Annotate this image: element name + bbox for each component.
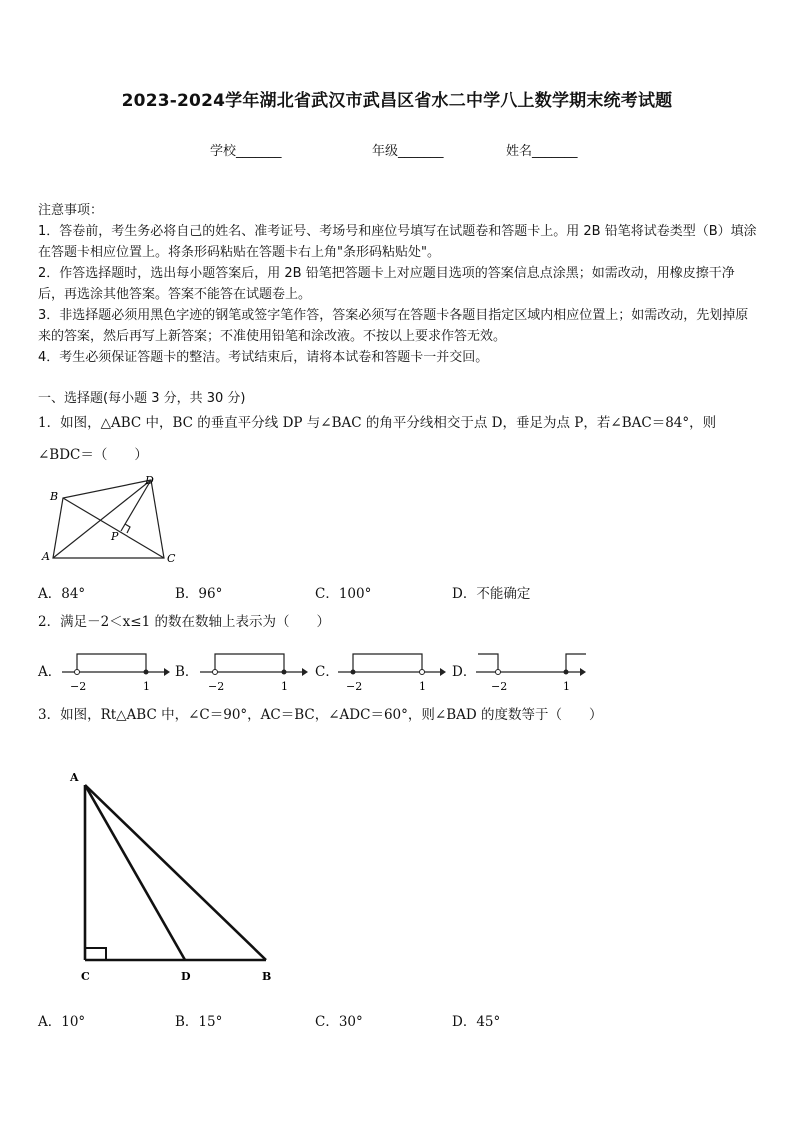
fig1-label-p: P: [111, 530, 119, 543]
q2-number-line-a: [60, 650, 170, 695]
q2-number-line-b: [198, 650, 308, 695]
notice-item-2: 2．作答选择题时，选出每小题答案后，用 2B 铅笔把答题卡上对应题目选项的答案信息点涂黑；如需改动，用橡皮擦干净后，再选涂其他答案。答案不能答在试题卷上。: [38, 266, 735, 302]
question-2-text: 2．满足－2＜x≤1 的数在数轴上表示为（ ）: [38, 614, 330, 630]
school-field: 学校_______: [210, 144, 282, 159]
fig1-label-b: B: [50, 490, 59, 503]
fig1-label-c: C: [167, 552, 176, 565]
q3-option-d: D．45°: [452, 1014, 501, 1030]
question-3-figure: [60, 765, 285, 990]
q3-option-b: B．15°: [175, 1014, 223, 1030]
page-title: 2023-2024学年湖北省武汉市武昌区省水二中学八上数学期末统考试题: [121, 91, 673, 111]
q2d-tick-left: −2: [491, 680, 508, 693]
q2a-tick-left: −2: [70, 680, 87, 693]
q2-number-line-d: [474, 650, 588, 695]
notice-section: [38, 200, 760, 368]
notice-item-3: 3．非选择题必须用黑色字迹的钢笔或签字笔作答，答案必须写在答题卡各题目指定区域内相应位置上；如需改动，先划掉原来的答案，然后再写上新答案；不准使用铅笔和涂改液。不按以上要求作答无效。: [38, 308, 749, 344]
q2c-tick-left: −2: [346, 680, 363, 693]
q2-number-line-c: [336, 650, 446, 695]
question-1-figure: [38, 470, 188, 570]
fig3-label-c: C: [81, 970, 90, 983]
q1-option-a: A．84°: [38, 586, 86, 602]
q2c-tick-right: 1: [419, 680, 426, 693]
q2-option-c-letter: C．: [315, 664, 339, 680]
section-heading: 一、选择题(每小题 3 分，共 30 分): [38, 391, 246, 406]
q2-option-b-letter: B．: [175, 664, 199, 680]
q3-option-a: A．10°: [38, 1014, 86, 1030]
notice-item-1: 1．答卷前，考生务必将自己的姓名、准考证号、考场号和座位号填写在试题卷和答题卡上。用 2B 铅笔将试卷类型（B）填涂在答题卡相应位置上。将条形码粘贴在答题卡右上角"条形码粘贴处"。: [38, 224, 757, 260]
q2-option-a-letter: A．: [38, 664, 62, 680]
notice-heading: 注意事项：: [38, 203, 104, 218]
question-1-answer-prompt: ∠BDC＝（ ）: [38, 447, 148, 463]
q3-option-c: C．30°: [315, 1014, 363, 1030]
q2d-tick-right: 1: [563, 680, 570, 693]
fig1-label-a: A: [42, 550, 50, 563]
q1-option-d: D．不能确定: [452, 586, 531, 602]
fig3-label-a: A: [70, 771, 79, 784]
notice-item-4: 4．考生必须保证答题卡的整洁。考试结束后，请将本试卷和答题卡一并交回。: [38, 350, 489, 365]
q1-option-c: C．100°: [315, 586, 372, 602]
q2-option-d-letter: D．: [452, 664, 477, 680]
name-field: 姓名_______: [506, 144, 578, 159]
fig3-label-d: D: [181, 970, 191, 983]
q2b-tick-right: 1: [281, 680, 288, 693]
q2a-tick-right: 1: [143, 680, 150, 693]
q2b-tick-left: −2: [208, 680, 225, 693]
question-3-text: 3．如图，Rt△ABC 中，∠C＝90°，AC＝BC，∠ADC＝60°，则∠BAD 的度数等于（ ）: [38, 707, 603, 723]
question-1-text: 1．如图，△ABC 中，BC 的垂直平分线 DP 与∠BAC 的角平分线相交于点 D，垂足为点 P，若∠BAC＝84°，则: [38, 415, 717, 431]
fig3-label-b: B: [262, 970, 272, 983]
q1-option-b: B．96°: [175, 586, 223, 602]
grade-field: 年级_______: [372, 144, 444, 159]
fig1-label-d: D: [145, 474, 154, 487]
